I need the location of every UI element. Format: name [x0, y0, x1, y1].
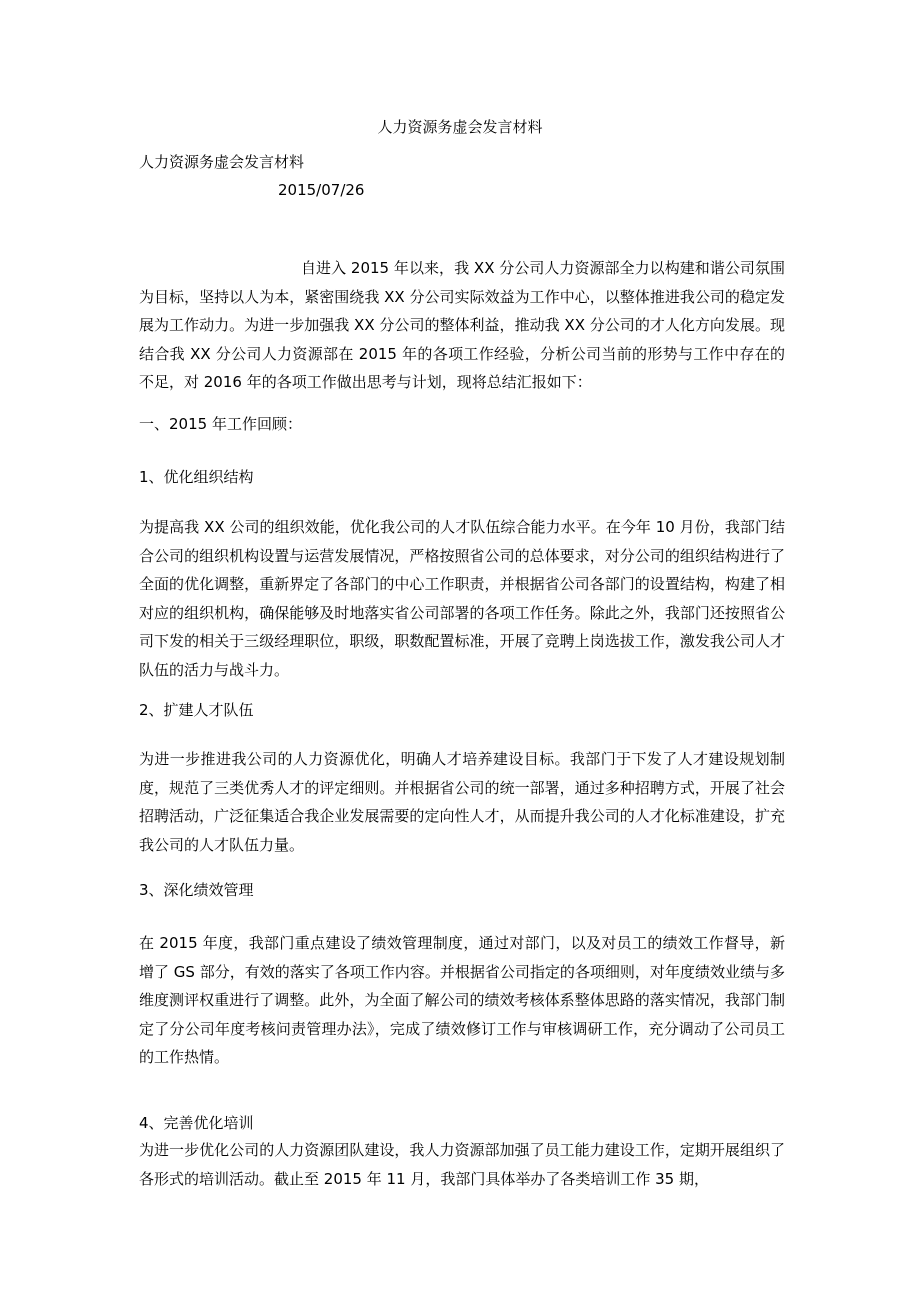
section-heading: 一、2015 年工作回顾：	[139, 415, 302, 433]
document-date: 2015/07/26	[278, 181, 365, 199]
item-paragraph-2: 为进一步推进我公司的人力资源优化，明确人才培养建设目标。我部门于下发了人才建设规划制度，规范了三类优秀人才的评定细则。并根据省公司的统一部署，通过多种招聘方式，开展了社会招聘活动，广泛征集适合我企业发展需要的定向性人才，从而提升我公司的人才化标准建设，扩充我公司的人才队伍力量。	[139, 750, 785, 854]
item-paragraph-1: 为提高我 XX 公司的组织效能，优化我公司的人才队伍综合能力水平。在今年 10 月份，我部门结合公司的组织机构设置与运营发展情况，严格按照省公司的总体要求，对分公司的组织结构进行了全面的优化调整，重新界定了各部门的中心工作职责，并根据省公司各部门的设置结构，构建了相对应的组织机构，确保能够及时地落实省公司部署的各项工作任务。除此之外，我部门还按照省公司下发的相关于三级经理职位，职级，职数配置标准，开展了竞聘上岗选拔工作，激发我公司人才队伍的活力与战斗力。	[139, 518, 785, 679]
document-subtitle: 人力资源务虚会发言材料	[139, 153, 305, 171]
item-heading-2: 2、扩建人才队伍	[139, 701, 254, 719]
item-paragraph-3: 在 2015 年度，我部门重点建设了绩效管理制度，通过对部门，以及对员工的绩效工作督导，新增了 GS 部分，有效的落实了各项工作内容。并根据省公司指定的各项细则，对年度绩效业绩与多维度测评权重进行了调整。此外，为全面了解公司的绩效考核体系整体思路的落实情况，我部门制定了分公司年度考核问责管理办法》，完成了绩效修订工作与审核调研工作，充分调动了公司员工的工作热情。	[139, 934, 785, 1066]
item-heading-4: 4、完善优化培训	[139, 1114, 254, 1132]
item-paragraph-4: 为进一步优化公司的人力资源团队建设，我人力资源部加强了员工能力建设工作，定期开展组织了各形式的培训活动。截止至 2015 年 11 月，我部门具体举办了各类培训工作 35 期，	[139, 1141, 785, 1188]
document-title: 人力资源务虚会发言材料	[377, 118, 543, 136]
item-heading-1: 1、优化组织结构	[139, 468, 254, 486]
intro-paragraph: 自进入 2015 年以来，我 XX 分公司人力资源部全力以构建和谐公司氛围为目标，坚持以人为本，紧密围绕我 XX 分公司实际效益为工作中心，以整体推进我公司的稳定发展为工作动力。为进一步加强我 XX 分公司的整体利益，推动我 XX 分公司的才人化方向发展。现结合我 XX 分公司人力资源部在 2015 年的各项工作经验，分析公司当前的形势与工作中存在的不足，对 2016 年的各项工作做出思考与计划，现将总结汇报如下：	[139, 259, 785, 391]
item-heading-3: 3、深化绩效管理	[139, 881, 254, 899]
